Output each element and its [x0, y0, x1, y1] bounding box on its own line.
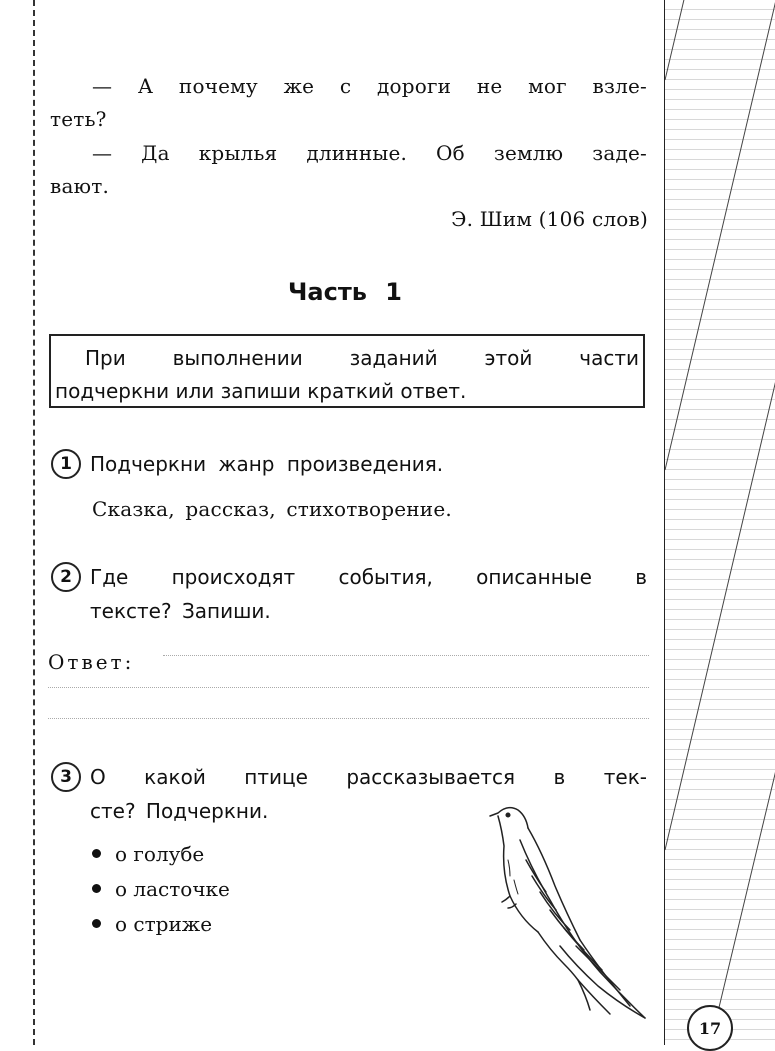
bullet-icon: [92, 849, 101, 858]
lined-margin: [664, 0, 775, 1045]
question-3-line-1: О какой птице рассказывается в тек-: [90, 765, 647, 789]
answer-line-2[interactable]: [48, 687, 649, 688]
story-attribution: Э. Шим (106 слов): [451, 207, 648, 231]
question-1-options[interactable]: Сказка, рассказ, стихотворение.: [92, 497, 452, 521]
part-title: Часть 1: [288, 278, 402, 306]
answer-label: Ответ:: [48, 650, 135, 674]
instruction-box: [49, 334, 645, 408]
story-line-2: теть?: [50, 107, 107, 131]
question-2-line-1: Где происходят события, описанные в: [90, 565, 647, 589]
answer-line-1[interactable]: [163, 655, 649, 656]
question-number-1: 1: [51, 449, 81, 479]
question-number-2: 2: [51, 562, 81, 592]
page-number: 17: [687, 1005, 733, 1051]
option-swift[interactable]: о стриже: [92, 912, 212, 936]
instruction-line-1: При выполнении заданий этой части: [85, 346, 639, 370]
question-2-line-2: тексте? Запиши.: [90, 599, 271, 623]
story-line-4: вают.: [50, 174, 110, 198]
instruction-line-2: подчеркни или запиши краткий ответ.: [55, 379, 467, 403]
slant-lines-decoration: [665, 0, 775, 1045]
option-pigeon[interactable]: о голубе: [92, 842, 204, 866]
option-swallow[interactable]: о ласточке: [92, 877, 230, 901]
swallow-bird-illustration: [480, 800, 655, 1025]
bullet-icon: [92, 919, 101, 928]
cut-line: [33, 0, 35, 1045]
question-number-3: 3: [51, 762, 81, 792]
question-1-text: Подчеркни жанр произведения.: [90, 452, 444, 476]
story-line-1: — А почему же с дороги не мог взле-: [92, 74, 647, 98]
story-line-3: — Да крылья длинные. Об землю заде-: [92, 141, 647, 165]
question-3-line-2: сте? Подчеркни.: [90, 799, 269, 823]
bullet-icon: [92, 884, 101, 893]
answer-line-3[interactable]: [48, 718, 649, 719]
